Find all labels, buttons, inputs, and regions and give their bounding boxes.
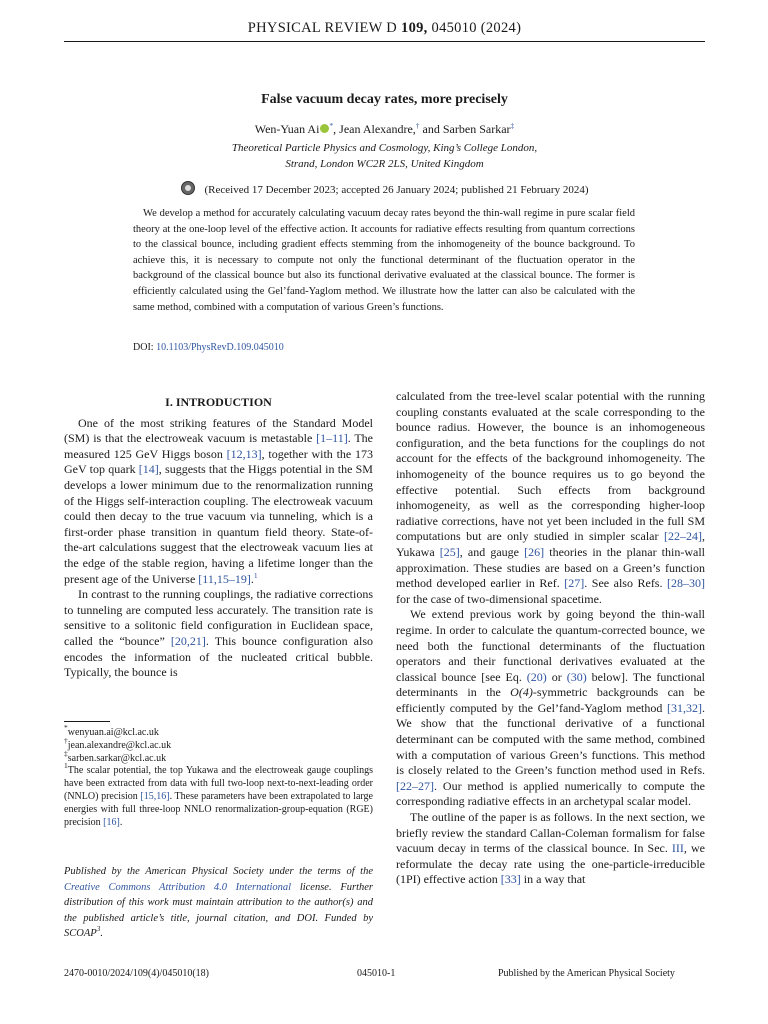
left-column — [64, 395, 373, 681]
journal-volume: 109, — [401, 20, 428, 36]
footnote — [64, 761, 373, 829]
text-run: -symmetric backgrounds can be efficiently computed by the Gel’fand-Yaglom method — [396, 685, 705, 715]
abstract: We develop a method for accurately calculating vacuum decay rates beyond the thin-wall regime in pure scalar field theory at the one-loop level of the effective action. It accounts for radiative effects resulting from quantum corrections to the classical bounce, including gradient effects stemming from the inhomogeneity of the bounce background. To achieve this, it is necessary to compute not only the functional determinant of the fluctuation operator in the background of the classical bounce but also its functional derivative evaluated at the classical bounce. The former is efficiently calculated using the Gel’fand-Yaglom method. We illustrate how the latter can also be calculated with the same method, combined with a computation of various Green’s functions. — [133, 208, 635, 313]
footer-publisher: Published by the American Physical Society — [498, 968, 675, 979]
math-symbol: O(4) — [510, 685, 533, 700]
author-separator: and — [419, 122, 443, 136]
citation-link[interactable]: [15,16] — [140, 790, 170, 802]
article-info: 045010 (2024) — [431, 20, 522, 36]
section-heading: I. INTRODUCTION — [165, 395, 272, 409]
citation-link[interactable]: [25] — [439, 544, 460, 559]
affiliation — [64, 140, 705, 172]
footnote-mark: 1 — [64, 761, 68, 771]
footnote-mark: † — [64, 735, 68, 745]
email-link[interactable]: jean.alexandre@kcl.ac.uk — [67, 739, 172, 751]
citation-link[interactable]: [14] — [138, 462, 159, 477]
citation-link[interactable]: [20,21] — [170, 633, 206, 648]
citation-link[interactable]: [22–27] — [396, 778, 434, 793]
author-mark[interactable]: * — [329, 121, 334, 130]
text-run: calculated from the tree-level scalar potential with the running coupling constants evaluated at the scale corresponding to the bounce radius. However, the bounce is an inhomogeneous configuration, and the beta functions for the couplings do not account for the effects of the background inhomogeneity. The inhomogeneity of the bounce requires us to go beyond the effective potential. Such effects from background inhomogeneity, as well as the corresponding higher-loop radiative corrections, have not yet been included in the full SM computations but are only studied in simpler scalar — [396, 389, 705, 544]
text-run: The outline of the paper is as follows. In the next section, we briefly review the standard Callan-Coleman formalism for false vacuum decay in terms of the classical bounce. In Sec. — [396, 810, 705, 856]
citation-link[interactable]: [28–30] — [667, 576, 706, 591]
received-text: (Received 17 December 2023; accepted 26 January 2024; published 21 February 2024) — [204, 184, 589, 196]
text-run: , and gauge — [459, 544, 525, 559]
text-run: . — [119, 816, 123, 828]
text-run: , suggests that the Higgs potential in the SM develops a lower minimum due to the renormalization running of the Higgs self-interaction coupling. The electroweak vacuum could then decay to the true vacuum via tunneling, which is a first-order phase transition in quantum field theory. State-of-the-art calculations suggest that the electroweak vacuum lies at the edge of the stable region, having a lifetime longer than the present age of the Universe — [64, 462, 373, 586]
footnote-rule — [64, 721, 110, 722]
footnote-mark[interactable]: 1 — [253, 570, 258, 580]
text-run: , Yukawa — [396, 529, 705, 559]
paragraph — [64, 416, 373, 588]
affiliation-line: Theoretical Particle Physics and Cosmology, King’s College London, — [231, 142, 538, 154]
license-notice — [64, 864, 373, 942]
footnotes — [64, 723, 373, 829]
author-mark[interactable]: † — [415, 121, 420, 130]
right-column — [396, 389, 705, 888]
text-run: , we reformulate the decay rate using the one-particle-irreducible (1PI) effective action — [396, 841, 705, 887]
text-run: for the case of two-dimensional spacetime. — [396, 591, 602, 606]
author-mark[interactable]: ‡ — [510, 121, 515, 130]
citation-link[interactable]: [11,15–19] — [198, 571, 251, 586]
text-run: . Our method is applied numerically to compute the corresponding radiative effects in an archetypal scalar model. — [396, 778, 705, 809]
text-run: . — [100, 928, 104, 940]
author-list — [64, 122, 705, 137]
text-run: . These parameters have been extrapolated to large energies with full three-loop NNLO renormalization-group-equation (RGE) precision — [64, 790, 373, 828]
author-name: Wen-Yuan Ai — [254, 122, 320, 136]
citation-link[interactable]: [1–11] — [316, 431, 348, 446]
section-link[interactable]: III — [671, 841, 684, 856]
doi-line — [133, 342, 284, 353]
crossmark-icon[interactable] — [181, 181, 195, 195]
header-rule — [64, 41, 705, 42]
citation-link[interactable]: [27] — [564, 576, 585, 591]
text-run: . See also Refs. — [584, 576, 668, 591]
text-run: The scalar potential, the top Yukawa and the electroweak gauge couplings have been extracted from data with full two-loop next-to-next-leading order (NNLO) precision — [64, 765, 373, 802]
citation-link[interactable]: [16] — [103, 816, 120, 828]
paragraph — [64, 587, 373, 681]
text-run: . — [250, 571, 254, 586]
footnote — [64, 735, 373, 753]
paper-title: False vacuum decay rates, more precisely — [261, 92, 508, 107]
page-number: 045010-1 — [357, 968, 396, 979]
footnote-mark: ‡ — [64, 748, 68, 758]
paragraph — [396, 607, 705, 810]
text-run: Published by the American Physical Society under the terms of the — [64, 866, 373, 877]
text-run: . We show that the functional derivative of a functional determinant can be computed with the same method, combined with a computation of various Green’s functions. This method is closely related to the Green’s function method used in Refs. — [396, 700, 705, 778]
citation-link[interactable]: [31,32] — [667, 700, 702, 715]
text-run: theories in the planar thin-wall approximation. These studies are based on a Green’s function method developed earlier in Ref. — [396, 544, 706, 591]
affiliation-line: Strand, London WC2R 2LS, United Kingdom — [285, 158, 484, 170]
equation-link[interactable]: (20) — [526, 669, 547, 684]
text-run: . This bounce configuration also encodes the information of the nucleated critical bubble. Typically, the bounce is — [64, 633, 373, 680]
text-run: or — [546, 669, 567, 684]
citation-link[interactable]: [26] — [524, 544, 545, 559]
author-separator: , — [333, 122, 340, 136]
text-run: One of the most striking features of the Standard Model (SM) is that the electroweak vacuum is metastable — [64, 415, 373, 446]
footnote — [64, 723, 373, 740]
text-run: We extend previous work by going beyond the thin-wall regime. In order to calculate the quantum-corrected bounce, we need both the functional determinants of the fluctuation operators and their functional derivatives evaluated at the classical bounce [see Eq. — [396, 607, 705, 684]
superscript: 3 — [96, 924, 101, 934]
received-dates — [64, 181, 705, 196]
citation-link[interactable]: [22–24] — [664, 529, 702, 544]
email-link[interactable]: wenyuan.ai@kcl.ac.uk — [67, 727, 159, 738]
paragraph — [396, 810, 705, 888]
text-run: license. Further distribution of this work must maintain attribution to the author(s) and the published article’s title, journal citation, and DOI. Funded by SCOAP — [64, 881, 373, 940]
text-run: , together with the 173 GeV top quark — [64, 446, 373, 477]
journal-header — [64, 20, 705, 37]
author-name: Sarben Sarkar — [442, 122, 511, 136]
footnote-mark: * — [64, 723, 68, 732]
license-link[interactable]: Creative Commons Attribution 4.0 International — [64, 881, 292, 893]
doi-label: DOI: — [133, 342, 154, 353]
paragraph — [396, 389, 705, 607]
author-name: Jean Alexandre, — [339, 122, 416, 136]
citation-link[interactable]: [33] — [500, 872, 521, 887]
footnote — [64, 748, 373, 766]
email-link[interactable]: sarben.sarkar@kcl.ac.uk — [67, 752, 167, 764]
journal-name: PHYSICAL REVIEW D — [247, 20, 398, 36]
doi-link[interactable]: 10.1103/PhysRevD.109.045010 — [156, 342, 284, 353]
equation-link[interactable]: (30) — [566, 669, 587, 684]
text-run: in a way that — [520, 872, 586, 887]
citation-link[interactable]: [12,13] — [226, 446, 262, 461]
text-run: below]. The functional determinants in the — [396, 669, 705, 700]
text-run: . The measured 125 GeV Higgs boson — [64, 431, 373, 461]
footer-identifier: 2470-0010/2024/109(4)/045010(18) — [64, 968, 209, 979]
text-run: In contrast to the running couplings, the radiative corrections to tunneling are computed less accurately. The transition rate is sensitive to a solitonic field configuration in Euclidean space, called the “bounce” — [64, 587, 373, 648]
